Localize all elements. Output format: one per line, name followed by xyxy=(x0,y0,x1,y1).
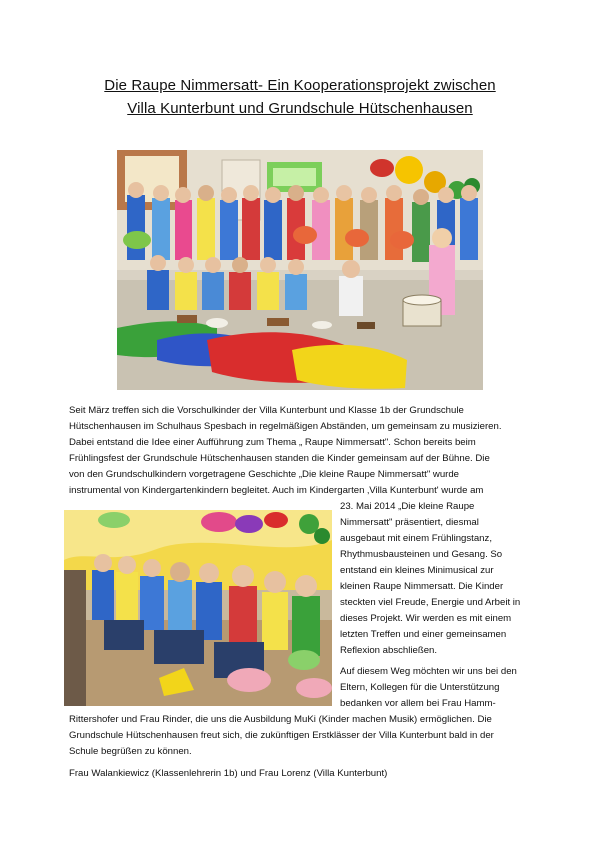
text-line: von den Grundschulkindern vorgetragene Geschichte „Die kleine Raupe Nimmersatt" wurde xyxy=(69,469,460,480)
text-line: Grundschule Hütschenhausen freut sich, die zukünftigen Erstklässer der Villa Kunterbunt bald in der xyxy=(69,730,494,741)
text-line: letzten Treffen und einer gemeinsamen xyxy=(340,629,507,640)
photo-children-performance xyxy=(117,150,483,390)
text-line: Frühlingsfest der Grundschule Hütschenhausen standen die Kinder gemeinsam auf der Bühne. Die xyxy=(69,453,490,464)
document-title-line-2: Villa Kunterbunt und Grundschule Hütschenhausen xyxy=(127,100,473,117)
text-line: Reflexion abschließen. xyxy=(340,645,438,656)
text-line: Rittershofer und Frau Rinder, die uns die Ausbildung MuKi (Kinder machen Musik) ermöglichen. Die xyxy=(69,714,492,725)
text-line: Seit März treffen sich die Vorschulkinder der Villa Kunterbunt und Klasse 1b der Grundschule xyxy=(69,405,464,416)
text-line: steckten viel Freude, Energie und Arbeit in xyxy=(340,597,521,608)
photo-children-seated xyxy=(64,510,332,706)
text-line: Schule begrüßen zu können. xyxy=(69,746,192,757)
signature-line: Frau Walankiewicz (Klassenlehrerin 1b) und Frau Lorenz (Villa Kunterbunt) xyxy=(69,768,388,779)
text-line: Hütschenhausen im Schulhaus Spesbach in regelmäßigen Abständen, um gemeinsam zu musizieren. xyxy=(69,421,502,432)
text-line: bedanken vor allem bei Frau Hamm- xyxy=(340,698,496,709)
text-line: Nimmersatt" präsentiert, diesmal xyxy=(340,517,479,528)
text-line: ausgebaut mit einem Frühlingstanz, xyxy=(340,533,492,544)
text-line: entstand ein kleines Minimusical zur xyxy=(340,565,494,576)
text-line: Auf diesem Weg möchten wir uns bei den xyxy=(340,666,517,677)
text-line: Eltern, Kollegen für die Unterstützung xyxy=(340,682,500,693)
text-line: 23. Mai 2014 „Die kleine Raupe xyxy=(340,501,475,512)
text-line: instrumental von Kindergartenkindern begleitet. Auch im Kindergarten ‚Villa Kunterbunt' wurde am xyxy=(69,485,484,496)
text-line: kleinen Raupe Nimmersatt. Die Kinder xyxy=(340,581,504,592)
text-line: Rhythmusbausteinen und Gesang. So xyxy=(340,549,503,560)
document-title-line-1: Die Raupe Nimmersatt- Ein Kooperationsprojekt zwischen xyxy=(104,77,496,94)
text-line: Dabei entstand die Idee einer Aufführung zum Thema „ Raupe Nimmersatt". Schon bereits beim xyxy=(69,437,476,448)
text-line: dieses Projekt. Wir werden es mit einem xyxy=(340,613,512,624)
